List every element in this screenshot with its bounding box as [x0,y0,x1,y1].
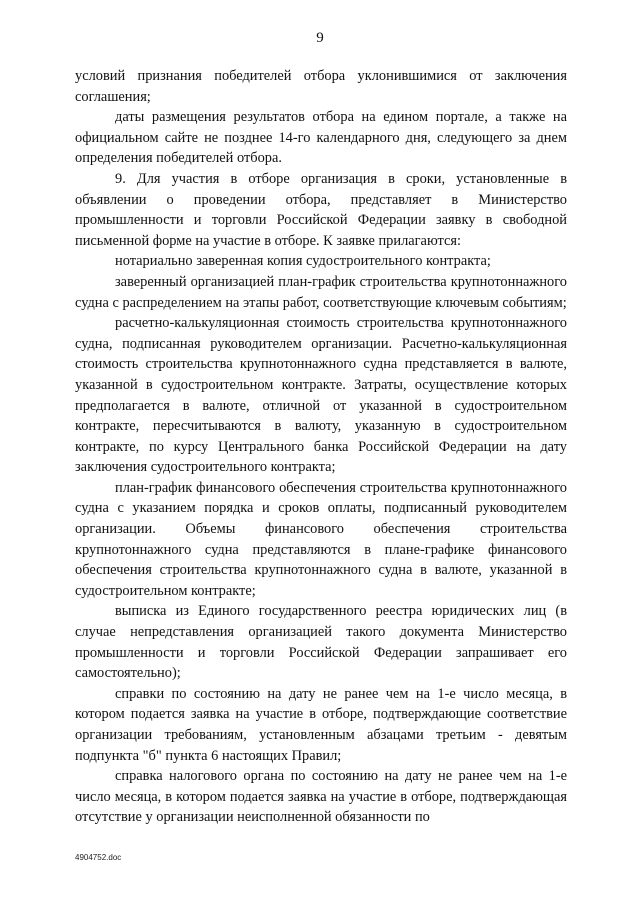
list-item: заверенный организацией план-график строительства крупнотоннажного судна с распределением на этапы работ, соответствующие ключевым событиям; [75,273,567,311]
list-item: справка налогового органа по состоянию на дату не ранее чем на 1-е число месяца, в котором подается заявка на участие в отборе, подтверждающая отсутствие у организации неисполненной обязанности по [75,768,567,826]
page-number: 9 [316,30,324,46]
paragraph-continuation: условий признания победителей отбора уклонившимися от заключения соглашения; [75,68,567,105]
list-item: нотариально заверенная копия судостроительного контракта; [115,253,491,270]
list-item: справки по состоянию на дату не ранее чем на 1-е число месяца, в котором подается заявка на участие в отборе, подтверждающие соответствие организации требованиям, установленным абзацами третьим - девятым подпункта "б" пункта 6 настоящих Правил; [75,685,567,764]
paragraph: даты размещения результатов отбора на едином портале, а также на официальном сайте не позднее 14-го календарного дня, следующего за днем определения победителей отбора. [75,109,567,167]
list-item: расчетно-калькуляционная стоимость строительства крупнотоннажного судна, подписанная руководителем организации. Расчетно-калькуляционная стоимость строительства крупнотоннажного судна представляется в валюте, указанной в судостроительном контракте. Затраты, осуществление которых предполагается в валюте, отличной от указанной в судостроительном контракте, пересчитываются в валюту, указанную в судостроительном контракте, по курсу Центрального банка Российской Федерации на дату заключения судостроительного контракта; [75,315,567,476]
list-item: план-график финансового обеспечения строительства крупнотоннажного судна с указанием порядка и сроков оплаты, подписанный руководителем организации. Объемы финансового обеспечения строительства крупнотоннажного судна представляются в плане-графике финансового обеспечения строительства крупнотоннажного судна в валюте, указанной в судостроительном контракте; [75,479,567,599]
list-item: выписка из Единого государственного реестра юридических лиц (в случае непредставления организацией такого документа Министерство промышленности и торговли Российской Федерации запрашивает его самостоятельно); [75,603,567,682]
document-body [75,66,567,828]
footer-filename: 4904752.doc [75,853,122,862]
paragraph-clause-9: 9. Для участия в отборе организация в сроки, установленные в объявлении о проведении отбора, представляет в Министерство промышленности и торговли Российской Федерации заявку в свободной письменной форме на участие в отборе. К заявке прилагаются: [75,170,567,249]
